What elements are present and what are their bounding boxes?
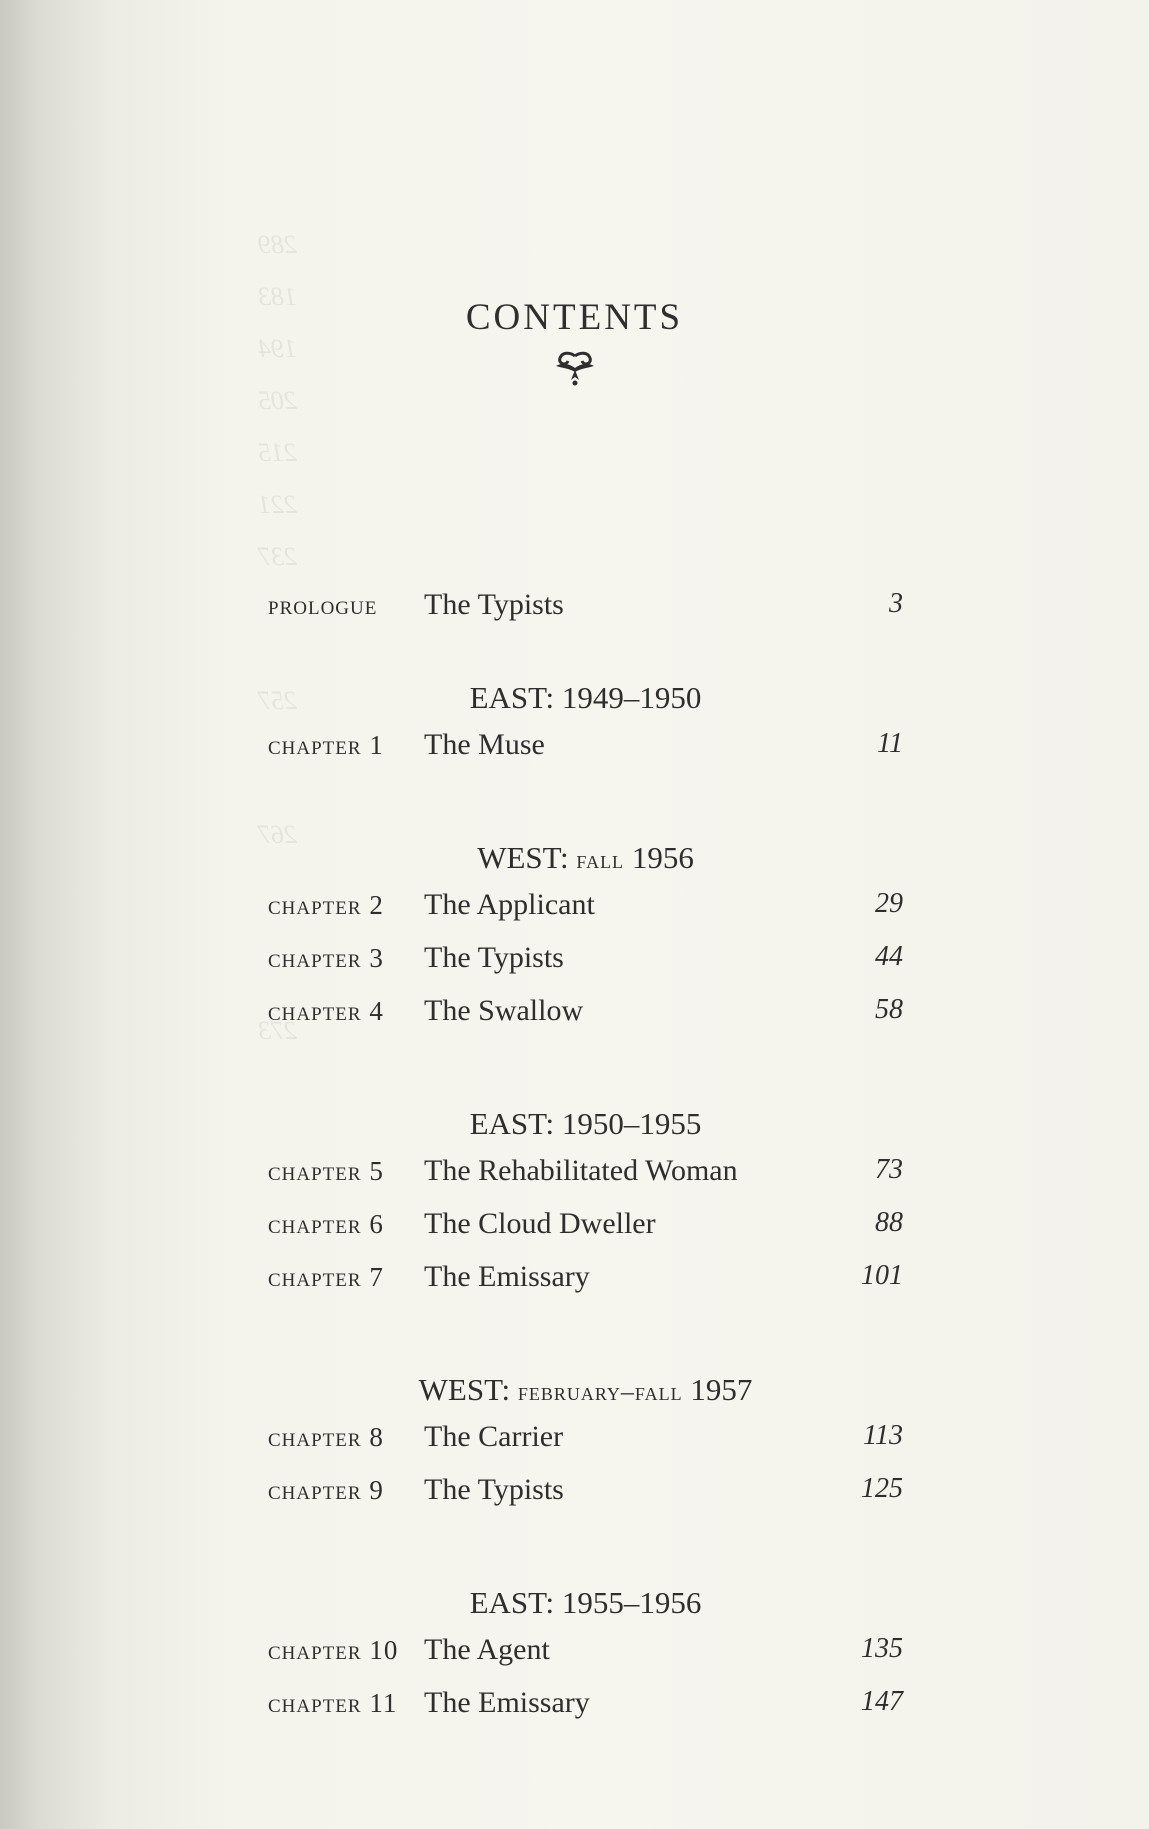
entry-page-number: 73 [875,1154,903,1185]
entry-title: The Rehabilitated Woman [424,1154,738,1187]
book-page: 289 183 194 205 215 221 237 257 267 273 CONTENTS prologue The Typists 3 EAST: 1949–1950 chapter 1 The Muse 11 WEST: fall 1956 chapter 2 The Applicant 29 chapter 3 The Typists 44 chapter 4 The Swallow 58 EAST: 1950–1955 chapter 5 The Rehabilitated Woman 73 chapter 6 The Cloud Dweller 88 chapter 7 The Emissary 101 WEST: february–fall 1957 chapter 8 The Carrier 113 chapter 9 The Typists 125 EAST: 1955–1956 chapter 10 The Agent 135 chapter 11 The Emissary 147 [0,0,1149,1829]
entry-label: prologue [268,590,378,620]
toc-entry-chapter[interactable] [268,728,903,781]
toc-entry-chapter[interactable] [268,994,903,1047]
entry-title: The Muse [424,728,545,761]
entry-page-number: 101 [861,1260,903,1291]
contents-title: CONTENTS [465,297,684,338]
section-heading-text: WEST: fall 1956 [477,840,694,875]
entry-label: chapter 1 [268,730,384,760]
fleuron-icon [0,350,1149,393]
toc-entry-chapter[interactable] [268,1154,903,1207]
entry-label: chapter 9 [268,1475,384,1505]
entry-page-number: 147 [861,1686,903,1717]
entry-title: The Typists [424,1473,564,1506]
section-heading-text: EAST: 1950–1955 [469,1106,702,1141]
toc-entry-chapter[interactable] [268,1633,903,1686]
entry-page-number: 125 [861,1473,903,1504]
entry-label: chapter 7 [268,1262,384,1292]
section-heading [268,1546,903,1633]
entry-label: chapter 8 [268,1422,384,1452]
entry-page-number: 58 [875,994,903,1025]
entry-page-number: 44 [875,941,903,972]
entry-label: chapter 11 [268,1688,398,1718]
section-heading-text: EAST: 1949–1950 [469,680,702,715]
entry-title: The Emissary [424,1260,590,1293]
toc-entry-chapter[interactable] [268,888,903,941]
entry-label: chapter 5 [268,1156,384,1186]
entry-title: The Carrier [424,1420,564,1453]
entry-label: chapter 4 [268,996,384,1026]
entry-title: The Typists [424,941,564,974]
entry-title: The Applicant [424,888,595,921]
section-heading [268,801,903,888]
toc-entry-chapter[interactable] [268,1260,903,1313]
toc-entry-prologue[interactable] [268,588,903,641]
toc-entry-chapter[interactable] [268,1207,903,1260]
section-heading [268,641,903,728]
entry-title: The Swallow [424,994,584,1027]
entry-page-number: 3 [889,588,903,619]
entry-page-number: 113 [863,1420,903,1451]
toc-entry-chapter[interactable] [268,1686,903,1739]
entry-label: chapter 2 [268,890,384,920]
toc-entry-chapter[interactable] [268,1473,903,1526]
entry-title: The Emissary [424,1686,590,1719]
entry-page-number: 29 [875,888,903,919]
entry-label: chapter 3 [268,943,384,973]
toc-entry-chapter[interactable] [268,941,903,994]
section-heading-text: WEST: february–fall 1957 [418,1372,753,1407]
table-of-contents [268,588,903,1739]
entry-page-number: 135 [861,1633,903,1664]
entry-label: chapter 10 [268,1635,399,1665]
toc-entry-chapter[interactable] [268,1420,903,1473]
entry-label: chapter 6 [268,1209,384,1239]
entry-page-number: 88 [875,1207,903,1238]
entry-title: The Agent [424,1633,550,1666]
section-heading [268,1333,903,1420]
section-heading [268,1067,903,1154]
entry-title: The Typists [424,588,564,621]
entry-title: The Cloud Dweller [424,1207,656,1240]
section-heading-text: EAST: 1955–1956 [469,1585,702,1620]
entry-page-number: 11 [877,728,903,759]
